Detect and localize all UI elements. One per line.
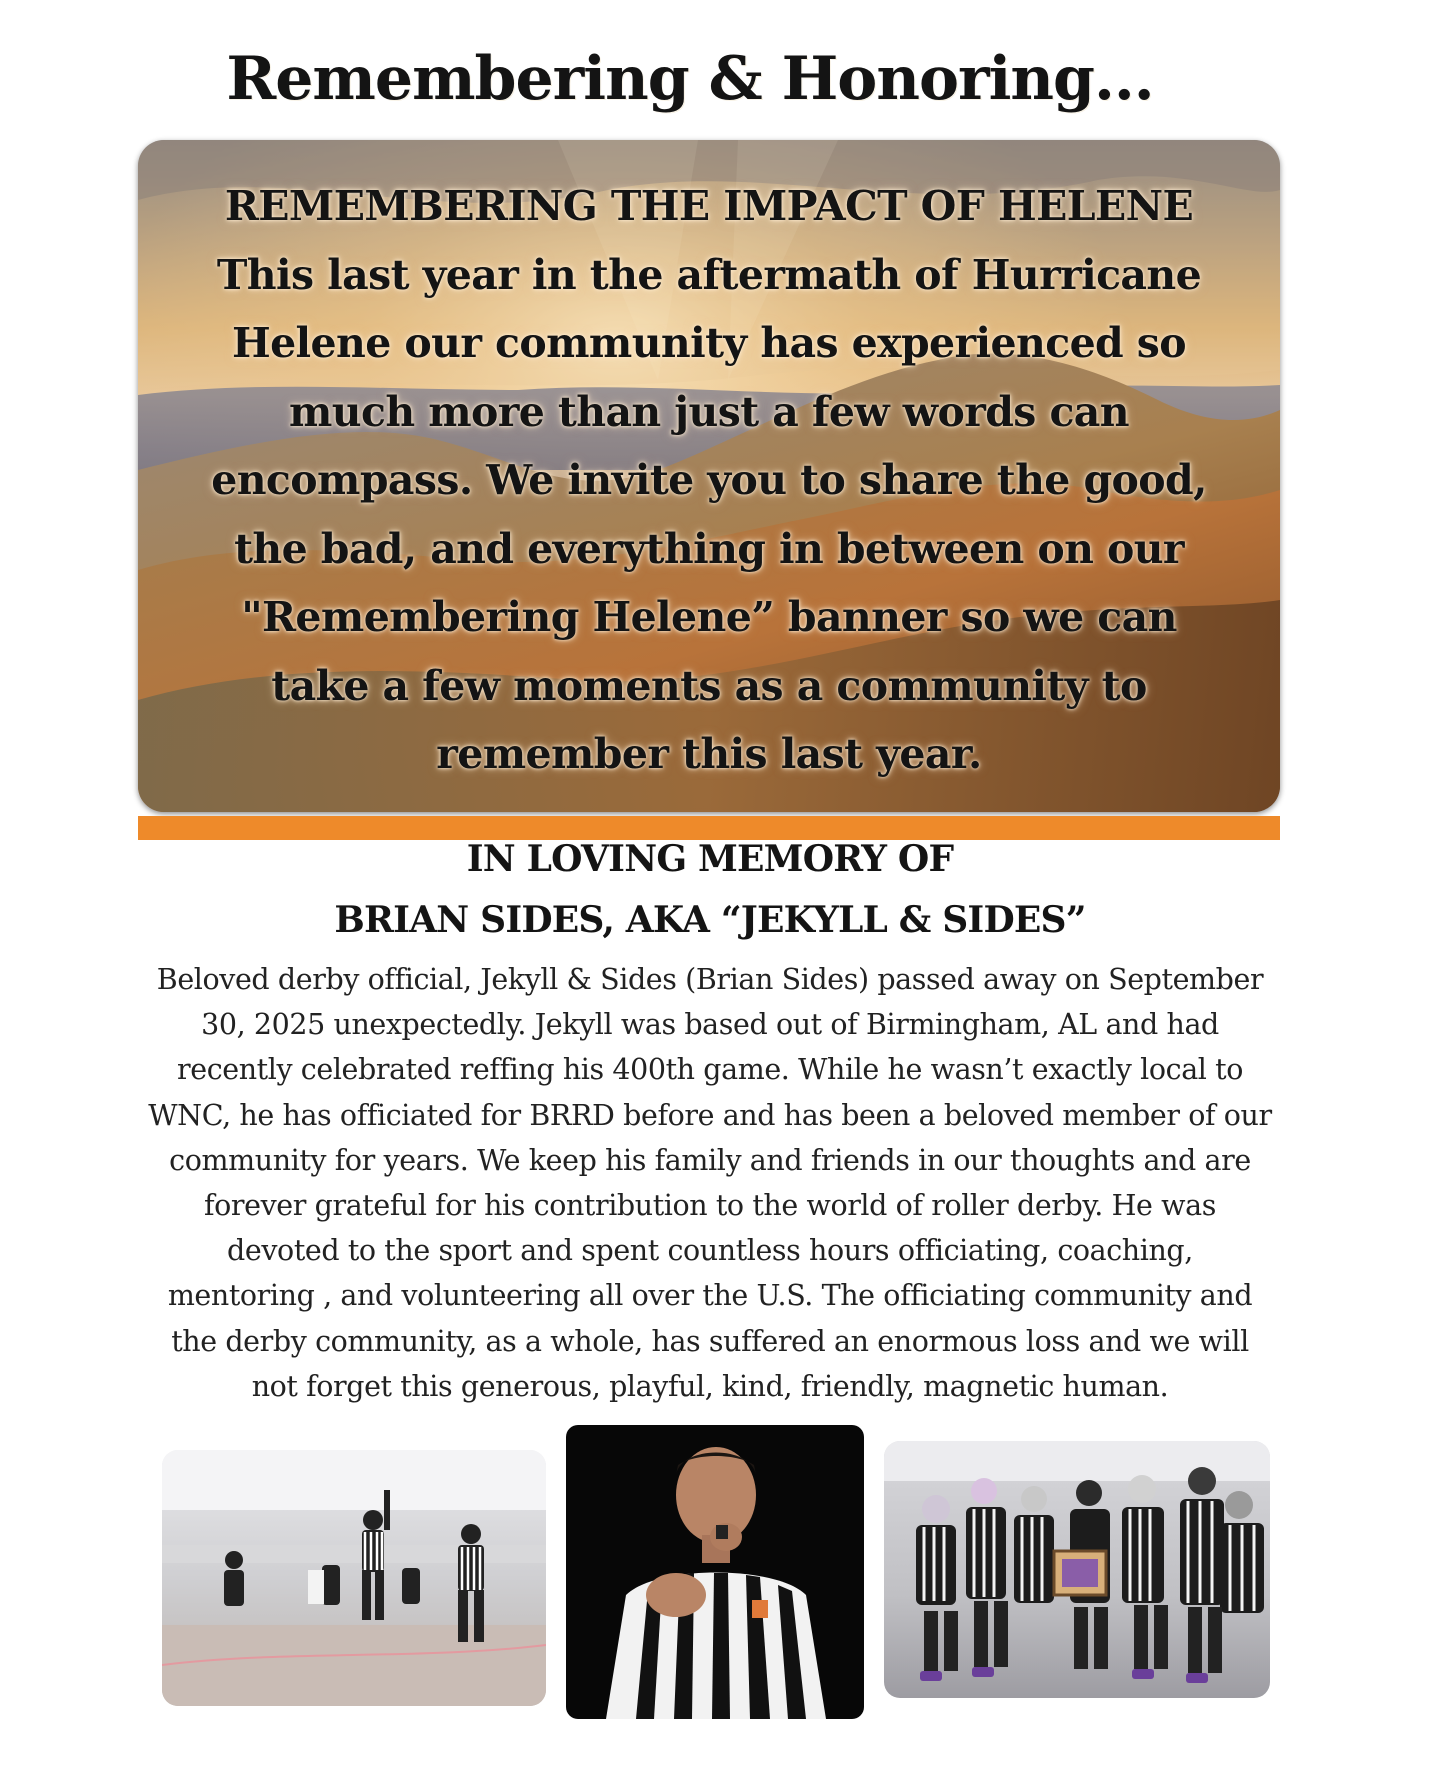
banner-line: This last year in the aftermath of Hurricane	[216, 250, 1202, 299]
memorial-paragraph	[120, 957, 1300, 1409]
banner-message	[188, 172, 1230, 789]
banner-line: remember this last year.	[436, 730, 982, 778]
memorial-line: forever grateful for his contribution to the world of roller derby. He was	[204, 1189, 1216, 1223]
memorial-line: WNC, he has officiated for BRRD before and has been a beloved member of our	[148, 1098, 1272, 1132]
helene-banner	[138, 140, 1280, 812]
page-title: Remembering & Honoring...	[226, 44, 1154, 114]
memorial-line: recently celebrated reffing his 400th game. While he wasn’t exactly local to	[177, 1053, 1243, 1087]
banner-line: take a few moments as a community to	[271, 661, 1147, 710]
memorial-name-heading: BRIAN SIDES, AKA “JEKYLL & SIDES”	[334, 899, 1086, 941]
banner-line: the bad, and everything in between on our	[234, 524, 1184, 573]
banner-line: Helene our community has experienced so	[231, 319, 1187, 367]
memorial-line: 30, 2025 unexpectedly. Jekyll was based out of Birmingham, AL and had	[201, 1008, 1219, 1042]
memorial-line: not forget this generous, playful, kind, friendly, magnetic human.	[251, 1369, 1169, 1403]
banner-line: "Remembering Helene” banner so we can	[241, 593, 1177, 641]
banner-line: encompass. We invite you to share the good,	[211, 456, 1207, 504]
memorial-line: Beloved derby official, Jekyll & Sides (Brian Sides) passed away on September	[156, 963, 1264, 996]
orange-divider	[138, 816, 1280, 840]
memorial-line: mentoring , and volunteering all over the U.S. The officiating community and	[167, 1279, 1253, 1313]
memorial-heading: IN LOVING MEMORY OF	[466, 838, 954, 880]
memorial-line: community for years. We keep his family and friends in our thoughts and are	[169, 1143, 1251, 1177]
banner-line: much more than just a few words can	[288, 387, 1129, 436]
banner-headline: REMEMBERING THE IMPACT OF HELENE	[224, 182, 1194, 230]
memorial-line: devoted to the sport and spent countless hours officiating, coaching,	[227, 1234, 1193, 1268]
memorial-line: the derby community, as a whole, has suffered an enormous loss and we will	[171, 1324, 1249, 1358]
photo-referee-portrait	[566, 1425, 864, 1719]
photo-referee-crew	[884, 1441, 1270, 1698]
photo-referee-on-track	[162, 1450, 546, 1706]
